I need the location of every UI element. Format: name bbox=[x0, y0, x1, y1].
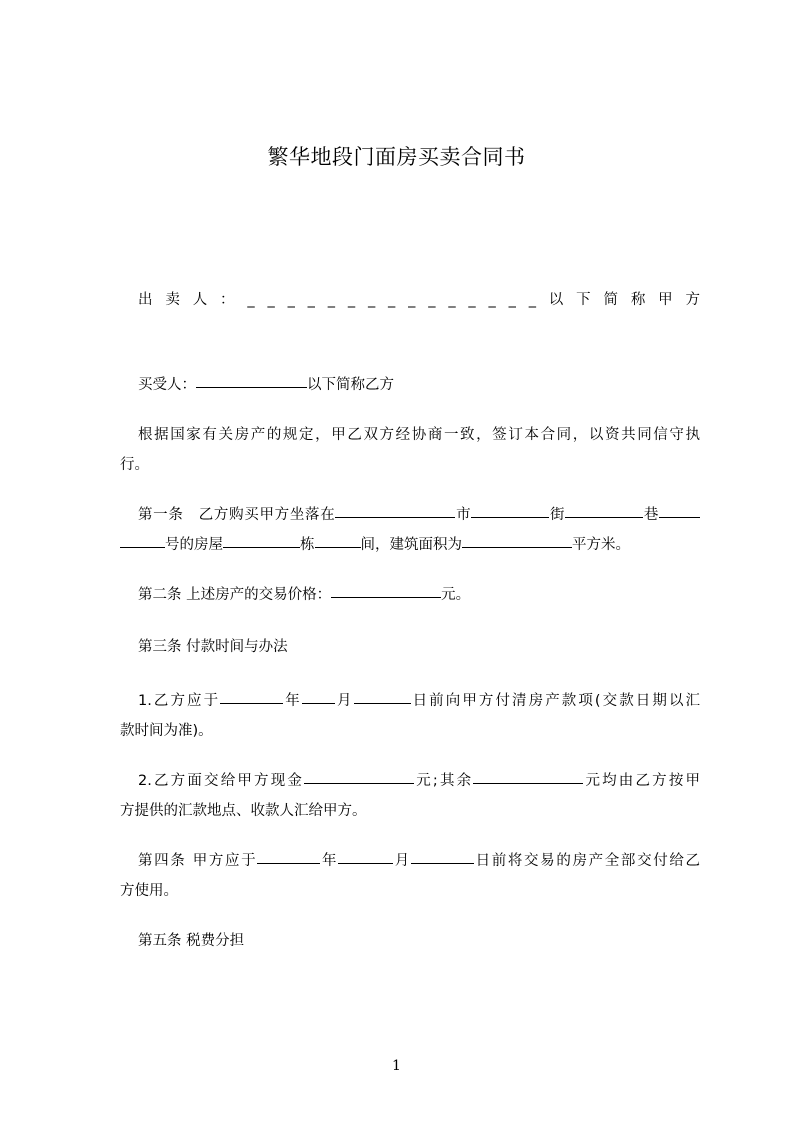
article-4-month-blank bbox=[338, 848, 393, 864]
intro-line-1: 根据国家有关房产的规定，甲乙双方经协商一致，签订本合同，以资共同信守执 bbox=[138, 427, 700, 443]
clause-2-text-end: 元均由乙方按甲 bbox=[583, 773, 700, 789]
article-4-month: 月 bbox=[393, 853, 411, 869]
clause-1-text-end: 日前向甲方付清房产款项(交款日期以汇 bbox=[410, 693, 701, 709]
remainder-blank bbox=[473, 768, 583, 784]
rooms-blank bbox=[315, 532, 361, 548]
clause-1-month-blank bbox=[302, 688, 335, 704]
seller-char: 称 bbox=[630, 292, 646, 308]
seller-blank-segment: _ bbox=[367, 292, 376, 308]
clause-1-text-start: 1.乙方应于 bbox=[138, 693, 221, 709]
article-2 bbox=[120, 580, 700, 610]
seller-blank-segment: _ bbox=[408, 292, 416, 308]
seller-blank-segment: _ bbox=[388, 292, 396, 308]
seller-blank-segment: _ bbox=[347, 292, 356, 308]
intro-paragraph bbox=[120, 420, 700, 480]
seller-blank-segment: _ bbox=[307, 292, 315, 308]
article-2-unit: 元。 bbox=[441, 587, 471, 603]
article-1-line-2 bbox=[120, 530, 700, 560]
seller-char: 出 bbox=[138, 292, 153, 308]
seller-blank-segment: _ bbox=[267, 292, 275, 308]
clause-1-year-blank bbox=[220, 688, 283, 704]
seller-blank-segment: _ bbox=[247, 292, 255, 308]
seller-char: 甲 bbox=[658, 292, 673, 308]
seller-blank-segment: _ bbox=[428, 292, 436, 308]
article-1-text-house: 号的房屋 bbox=[165, 537, 223, 553]
article-1-text-location: 第一条 乙方购买甲方坐落在 bbox=[138, 507, 336, 523]
cash-blank bbox=[304, 768, 414, 784]
clause-2-text-start: 2.乙方面交给甲方现金 bbox=[138, 773, 305, 789]
seller-char: 卖 bbox=[165, 292, 180, 308]
seller-blank-segment: _ bbox=[448, 292, 456, 308]
seller-blank-segment: _ bbox=[287, 292, 295, 308]
buyer-label: 买受人： bbox=[138, 377, 196, 393]
article-4 bbox=[120, 846, 700, 906]
article-2-text: 第二条 上述房产的交易价格： bbox=[138, 587, 332, 603]
article-3 bbox=[120, 632, 700, 662]
seller-char: 简 bbox=[603, 292, 618, 308]
article-1-text-unit: 平方米。 bbox=[572, 537, 630, 553]
seller-char: 以 bbox=[548, 292, 564, 308]
seller-char: 下 bbox=[576, 292, 591, 308]
article-5-heading: 第五条 税费分担 bbox=[138, 933, 245, 949]
seller-char: 方 bbox=[685, 292, 700, 308]
intro-line-2: 行。 bbox=[120, 457, 149, 473]
article-3-heading: 第三条 付款时间与办法 bbox=[138, 639, 288, 655]
buyer-suffix: 以下简称乙方 bbox=[307, 377, 394, 393]
clause-1-line-1 bbox=[120, 686, 700, 716]
article-4-year: 年 bbox=[320, 853, 339, 869]
article-1-line-1 bbox=[120, 500, 700, 530]
article-1-text-lane: 巷 bbox=[643, 507, 660, 523]
seller-line bbox=[138, 290, 700, 310]
article-4-year-blank bbox=[257, 848, 320, 864]
seller-blank-segment: _ bbox=[528, 292, 536, 308]
seller-char: 人 bbox=[192, 292, 208, 308]
article-4-line-2: 方使用。 bbox=[120, 883, 178, 899]
number-blank-part1 bbox=[659, 502, 700, 518]
price-blank bbox=[331, 582, 441, 598]
clause-1-day-blank bbox=[354, 688, 411, 704]
building-blank bbox=[223, 532, 300, 548]
article-1-text-street: 街 bbox=[549, 507, 566, 523]
article-1-text-city: 市 bbox=[455, 507, 472, 523]
street-blank bbox=[471, 502, 549, 518]
seller-char: ： bbox=[220, 292, 235, 308]
article-4-text-end: 日前将交易的房产全部交付给乙 bbox=[473, 853, 701, 869]
seller-blank-segment: _ bbox=[327, 292, 335, 308]
article-4-text-start: 第四条 甲方应于 bbox=[138, 853, 258, 869]
clause-1-month: 月 bbox=[334, 693, 354, 709]
clause-1-year: 年 bbox=[283, 693, 302, 709]
article-4-line-1 bbox=[120, 846, 700, 876]
article-5 bbox=[120, 926, 700, 956]
clause-1-line-2: 款时间为准)。 bbox=[120, 723, 213, 739]
document-title: 繁华地段门面房买卖合同书 bbox=[267, 145, 526, 169]
article-1-text-building: 栋 bbox=[300, 537, 315, 553]
clause-2 bbox=[120, 766, 700, 826]
clause-1 bbox=[120, 686, 700, 746]
buyer-blank bbox=[196, 372, 307, 388]
number-blank-part2 bbox=[120, 532, 165, 548]
article-4-day-blank bbox=[411, 848, 474, 864]
page-number: 1 bbox=[392, 1058, 401, 1074]
area-blank bbox=[462, 532, 572, 548]
buyer-line bbox=[120, 370, 700, 400]
clause-2-rest: 元;其余 bbox=[414, 773, 474, 789]
article-1 bbox=[120, 500, 700, 560]
clause-2-line-1 bbox=[120, 766, 700, 796]
seller-blank-segment: _ bbox=[488, 292, 496, 308]
seller-blank-segment: _ bbox=[508, 292, 516, 308]
city-blank bbox=[335, 502, 455, 518]
seller-blank-segment: _ bbox=[468, 292, 476, 308]
article-1-text-area: 间，建筑面积为 bbox=[360, 537, 462, 553]
clause-2-line-2: 方提供的汇款地点、收款人汇给甲方。 bbox=[120, 803, 367, 819]
lane-blank bbox=[565, 502, 643, 518]
